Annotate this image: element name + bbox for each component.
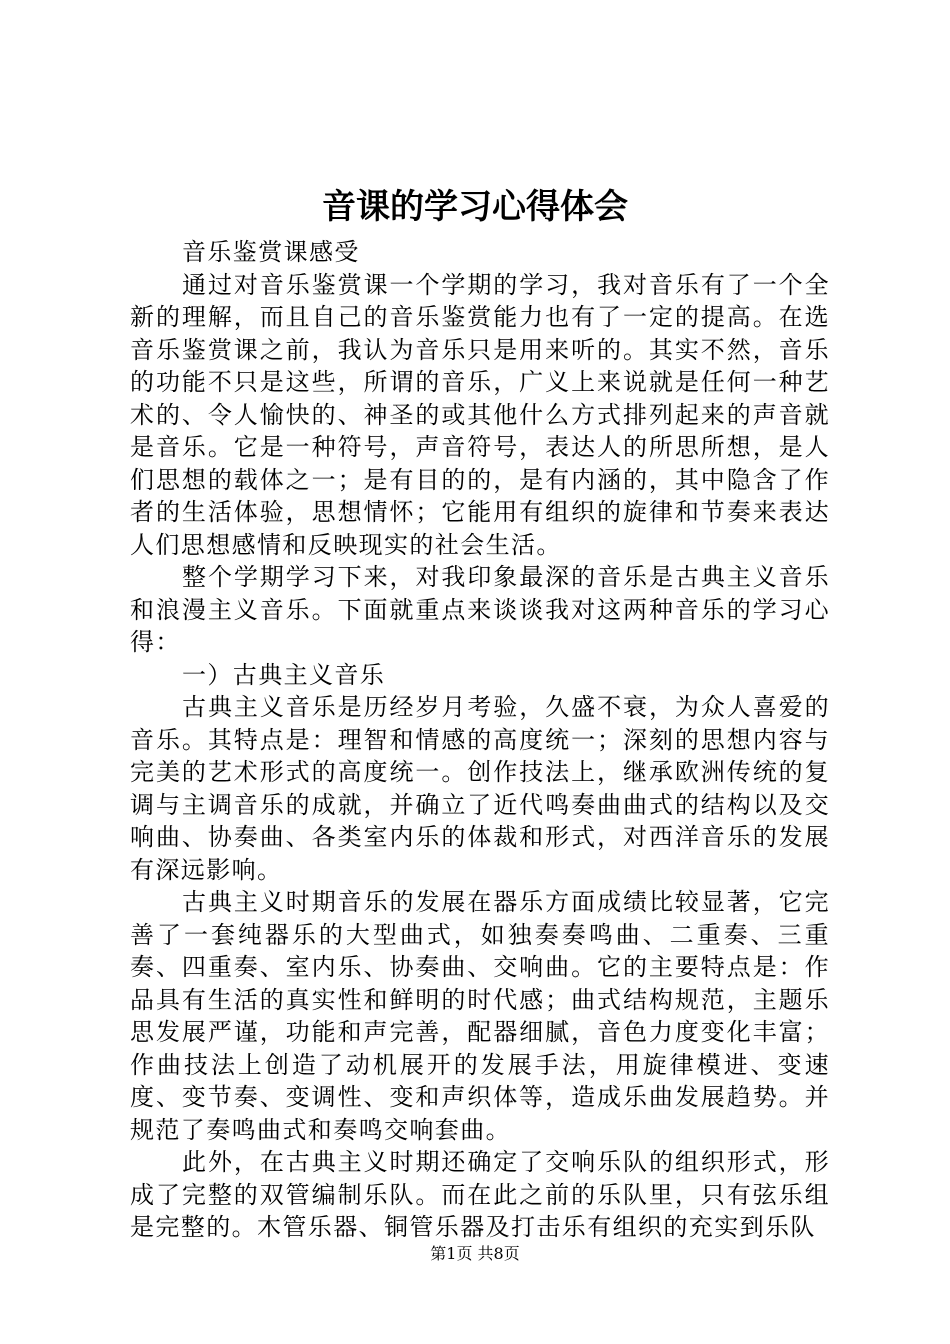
- paragraph-subtitle: 音乐鉴赏课感受: [182, 238, 360, 266]
- paragraph-overview: 整个学期学习下来，对我印象最深的音乐是古典主义音乐和浪漫主义音乐。下面就重点来谈谈我对这两种音乐的学习心得：: [130, 563, 830, 656]
- page-footer: 第1页 共8页: [430, 1244, 520, 1263]
- paragraph-orchestra: 此外，在古典主义时期还确定了交响乐队的组织形式，形成了完整的双管编制乐队。而在此之前的乐队里，只有弦乐组是完整的。木管乐器、铜管乐器及打击乐有组织的充实到乐队: [130, 1148, 830, 1241]
- paragraph-classical-instrumental: 古典主义时期音乐的发展在器乐方面成绩比较显著，它完善了一套纯器乐的大型曲式，如独奏奏鸣曲、二重奏、三重奏、四重奏、室内乐、协奏曲、交响曲。它的主要特点是：作品具有生活的真实性和鲜明的时代感；曲式结构规范，主题乐思发展严谨，功能和声完善，配器细腻，音色力度变化丰富；作曲技法上创造了动机展开的发展手法，用旋律模进、变速度、变节奏、变调性、变和声织体等，造成乐曲发展趋势。并规范了奏鸣曲式和奏鸣交响套曲。: [130, 888, 830, 1144]
- paragraph-classical-features: 古典主义音乐是历经岁月考验，久盛不衰，为众人喜爱的音乐。其特点是：理智和情感的高度统一；深刻的思想内容与完美的艺术形式的高度统一。创作技法上，继承欧洲传统的复调与主调音乐的成就，并确立了近代鸣奏曲曲式的结构以及交响曲、协奏曲、各类室内乐的体裁和形式，对西洋音乐的发展有深远影响。: [130, 693, 830, 884]
- section-heading-classical: 一）古典主义音乐: [182, 660, 386, 689]
- document-body: [130, 236, 830, 1244]
- document-title: 音课的学习心得体会: [322, 187, 628, 227]
- paragraph-intro: 通过对音乐鉴赏课一个学期的学习，我对音乐有了一个全新的理解，而且自己的音乐鉴赏能力也有了一定的提高。在选音乐鉴赏课之前，我认为音乐只是用来听的。其实不然，音乐的功能不只是这些，所谓的音乐，广义上来说就是任何一种艺术的、令人愉快的、神圣的或其他什么方式排列起来的声音就是音乐。它是一种符号，声音符号，表达人的所思所想，是人们思想的载体之一；是有目的的，是有内涵的，其中隐含了作者的生活体验，思想情怀；它能用有组织的旋律和节奏来表达人们思想感情和反映现实的社会生活。: [130, 270, 830, 559]
